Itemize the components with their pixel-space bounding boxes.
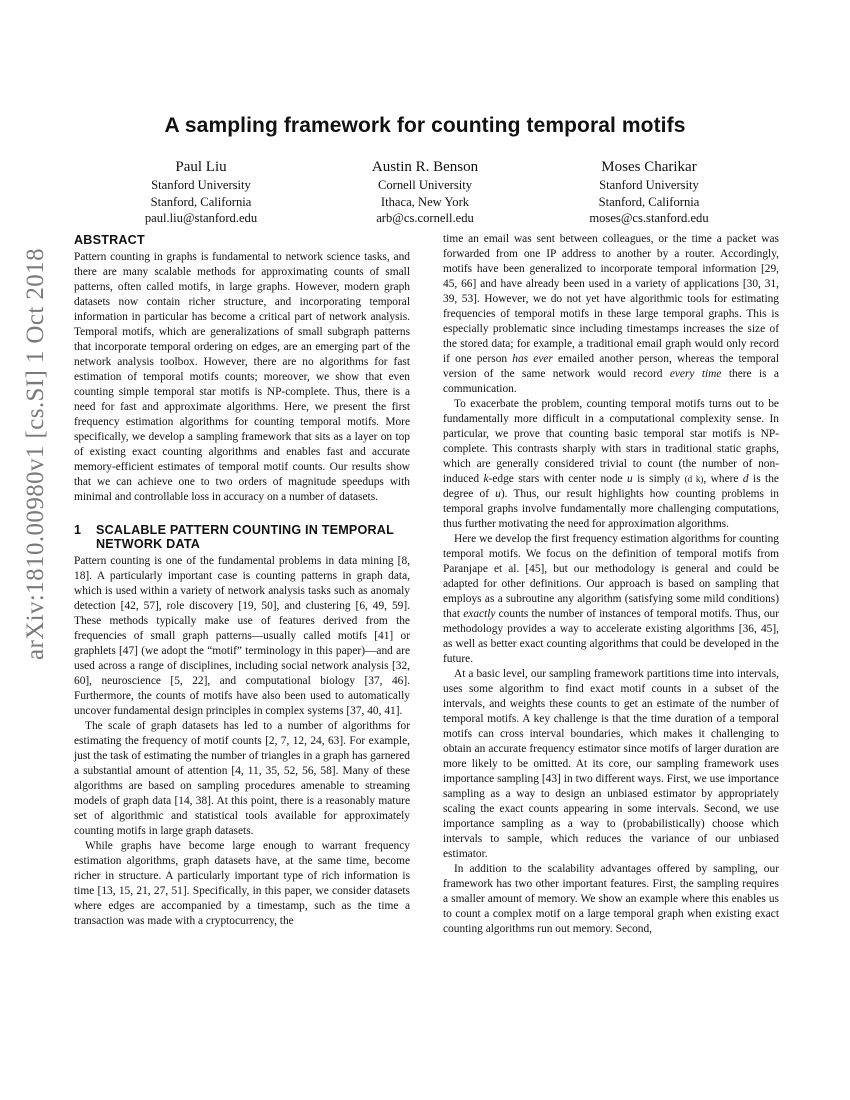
section-number: 1 [74, 523, 82, 537]
author-affiliation: Stanford University [599, 178, 699, 192]
author-affiliation: Cornell University [377, 178, 473, 192]
author-block-2 [295, 157, 555, 227]
section-1-heading [74, 523, 410, 551]
body-paragraph: time an email was sent between colleagues, or the time a packet was forwarded from one IP address to another by a router. Accordingly, motifs have been generalized to incorporate temporal information [29, 45, 66] and have already been used in a variety of applications [30, 31, 39, 53]. However, we do not yet have algorithmic tools for estimating frequencies of temporal motifs in these large temporal graphs. This is especially problematic since including timestamps increases the size of the stored data; for example, a traditional email graph would only record if one person has ever emailed another person, whereas the temporal version of the same network would record every time there is a communication. [443, 233, 779, 395]
arxiv-identifier: arXiv:1810.00980v1 [cs.SI] 1 Oct 2018 [22, 248, 49, 660]
author-email: moses@cs.stanford.edu [589, 211, 709, 225]
author-block-1 [71, 157, 331, 227]
author-location: Ithaca, New York [380, 194, 470, 209]
body-paragraph: Pattern counting is one of the fundamental problems in data mining [8, 18]. A particularly important case is counting patterns in graph data, which is used within a variety of network analysis tasks such as anomaly detection [42, 57], role discovery [19, 50], and clustering [6, 49, 59]. These methods typically make use of features derived from the frequencies of small graph patterns—usually called motifs [41] or graphlets [47] (we adopt the “motif” terminology in this paper)—and are used across a range of disciplines, including social network analysis [32, 60], neuroscience [5, 22], and computational biology [37, 46]. Furthermore, the counts of motifs have also been used to automatically uncover fundamental design principles in complex systems [37, 40, 41]. [74, 555, 410, 717]
author-block-3 [519, 157, 779, 227]
author-location: Stanford, California [150, 194, 252, 209]
left-column [74, 233, 410, 929]
author-email: paul.liu@stanford.edu [144, 211, 258, 225]
author-name: Paul Liu [175, 159, 227, 175]
abstract-heading: ABSTRACT [74, 233, 145, 247]
section-title: SCALABLE PATTERN COUNTING IN TEMPORAL NETWORK DATA [96, 523, 394, 551]
author-affiliation: Stanford University [151, 178, 251, 192]
author-name: Austin R. Benson [371, 159, 479, 175]
abstract-text: Pattern counting in graphs is fundamental to network science tasks, and there are many scalable methods for approximating counts of small patterns, often called motifs, in large graphs. However, modern graph datasets now contain richer structure, and incorporating temporal information in particular has become a critical part of network analysis. Temporal motifs, which are generalizations of small subgraph patterns that incorporate temporal ordering on edges, are an emerging part of the network analysis toolbox. However, there are no algorithms for fast estimation of temporal motifs counts; moreover, we show that even counting simple temporal star motifs is NP-complete. Thus, there is a need for fast and approximate algorithms. Here, we present the first frequency estimation algorithms for counting temporal motifs. More specifically, we develop a sampling framework that sits as a layer on top of existing exact counting algorithms and enables fast and accurate memory-efficient estimates of temporal motif counts. Our results show that we can achieve one to two orders of magnitude speedups with minimal and controllable loss in accuracy on a number of datasets. [74, 251, 410, 503]
body-paragraph: At a basic level, our sampling framework partitions time into intervals, uses some algorithm to find exact motif counts in a subset of the intervals, and weights these counts to get an estimate of the number of temporal motifs. A key challenge is that the time duration of a temporal motifs can cross interval boundaries, which makes it challenging to obtain an accurate frequency estimator since motifs of larger duration are more likely to be omitted. At its core, our sampling framework uses importance sampling [43] in two different ways. First, we use importance sampling as a way to design an unbiased estimator by appropriately scaling the exact counts appearing in some intervals. Second, we use importance sampling as a way to (probabilistically) choose which intervals to sample, which reduces the variance of our unbiased estimator. [443, 668, 779, 860]
body-paragraph: The scale of graph datasets has led to a number of algorithms for estimating the frequency of motif counts [2, 7, 12, 24, 63]. For example, just the task of estimating the number of triangles in a graph has garnered a substantial amount of attention [4, 11, 35, 52, 56, 58]. Many of these algorithms are based on sampling procedures amenable to streaming models of graph data [14, 38]. At this point, there is a reasonably mature set of algorithmic and statistical tools available for approximately counting motifs in large graph datasets. [74, 720, 410, 837]
body-paragraph: To exacerbate the problem, counting temporal motifs turns out to be fundamentally more difficult in a computational complexity sense. In particular, we prove that counting basic temporal star motifs is NP-complete. This contrasts sharply with stars in traditional static graphs, which are generally considered trivial to count (the number of non-induced k-edge stars with center node u is simply (d k), where d is the degree of u). Thus, our result highlights how counting problems in temporal graphs involve fundamentally more challenging computations, thus further motivating the need for approximation algorithms. [443, 398, 779, 530]
body-paragraph: Here we develop the first frequency estimation algorithms for counting temporal motifs. We focus on the definition of temporal motifs from Paranjape et al. [45], but our methodology is general and could be adapted for other definitions. Our approach is based on sampling that employs as a subroutine any algorithm (satisfying some mild conditions) that exactly counts the number of instances of temporal motifs. Thus, our methodology provides a way to accelerate existing algorithms [36, 45], as well as better exact counting algorithms that could be developed in the future. [443, 533, 780, 665]
author-email: arb@cs.cornell.edu [376, 211, 474, 225]
body-paragraph: While graphs have become large enough to warrant frequency estimation algorithms, graph datasets have, at the same time, become richer in structure. A particularly important type of rich information is time [13, 15, 21, 27, 51]. Specifically, in this paper, we consider datasets where edges are accompanied by a timestamp, such as the time a transaction was made with a cryptocurrency, the [74, 840, 410, 927]
author-location: Stanford, California [598, 194, 700, 209]
body-paragraph: In addition to the scalability advantages offered by sampling, our framework has two other important features. First, the sampling requires a smaller amount of memory. We show an example where this enables us to count a complex motif on a large temporal graph when existing exact counting algorithms run out memory. Second, [443, 863, 779, 935]
right-column [443, 232, 779, 937]
binomial-coefficient: (d k) [684, 474, 704, 484]
paper-title: A sampling framework for counting temporal motifs [164, 114, 686, 137]
author-name: Moses Charikar [601, 159, 697, 175]
